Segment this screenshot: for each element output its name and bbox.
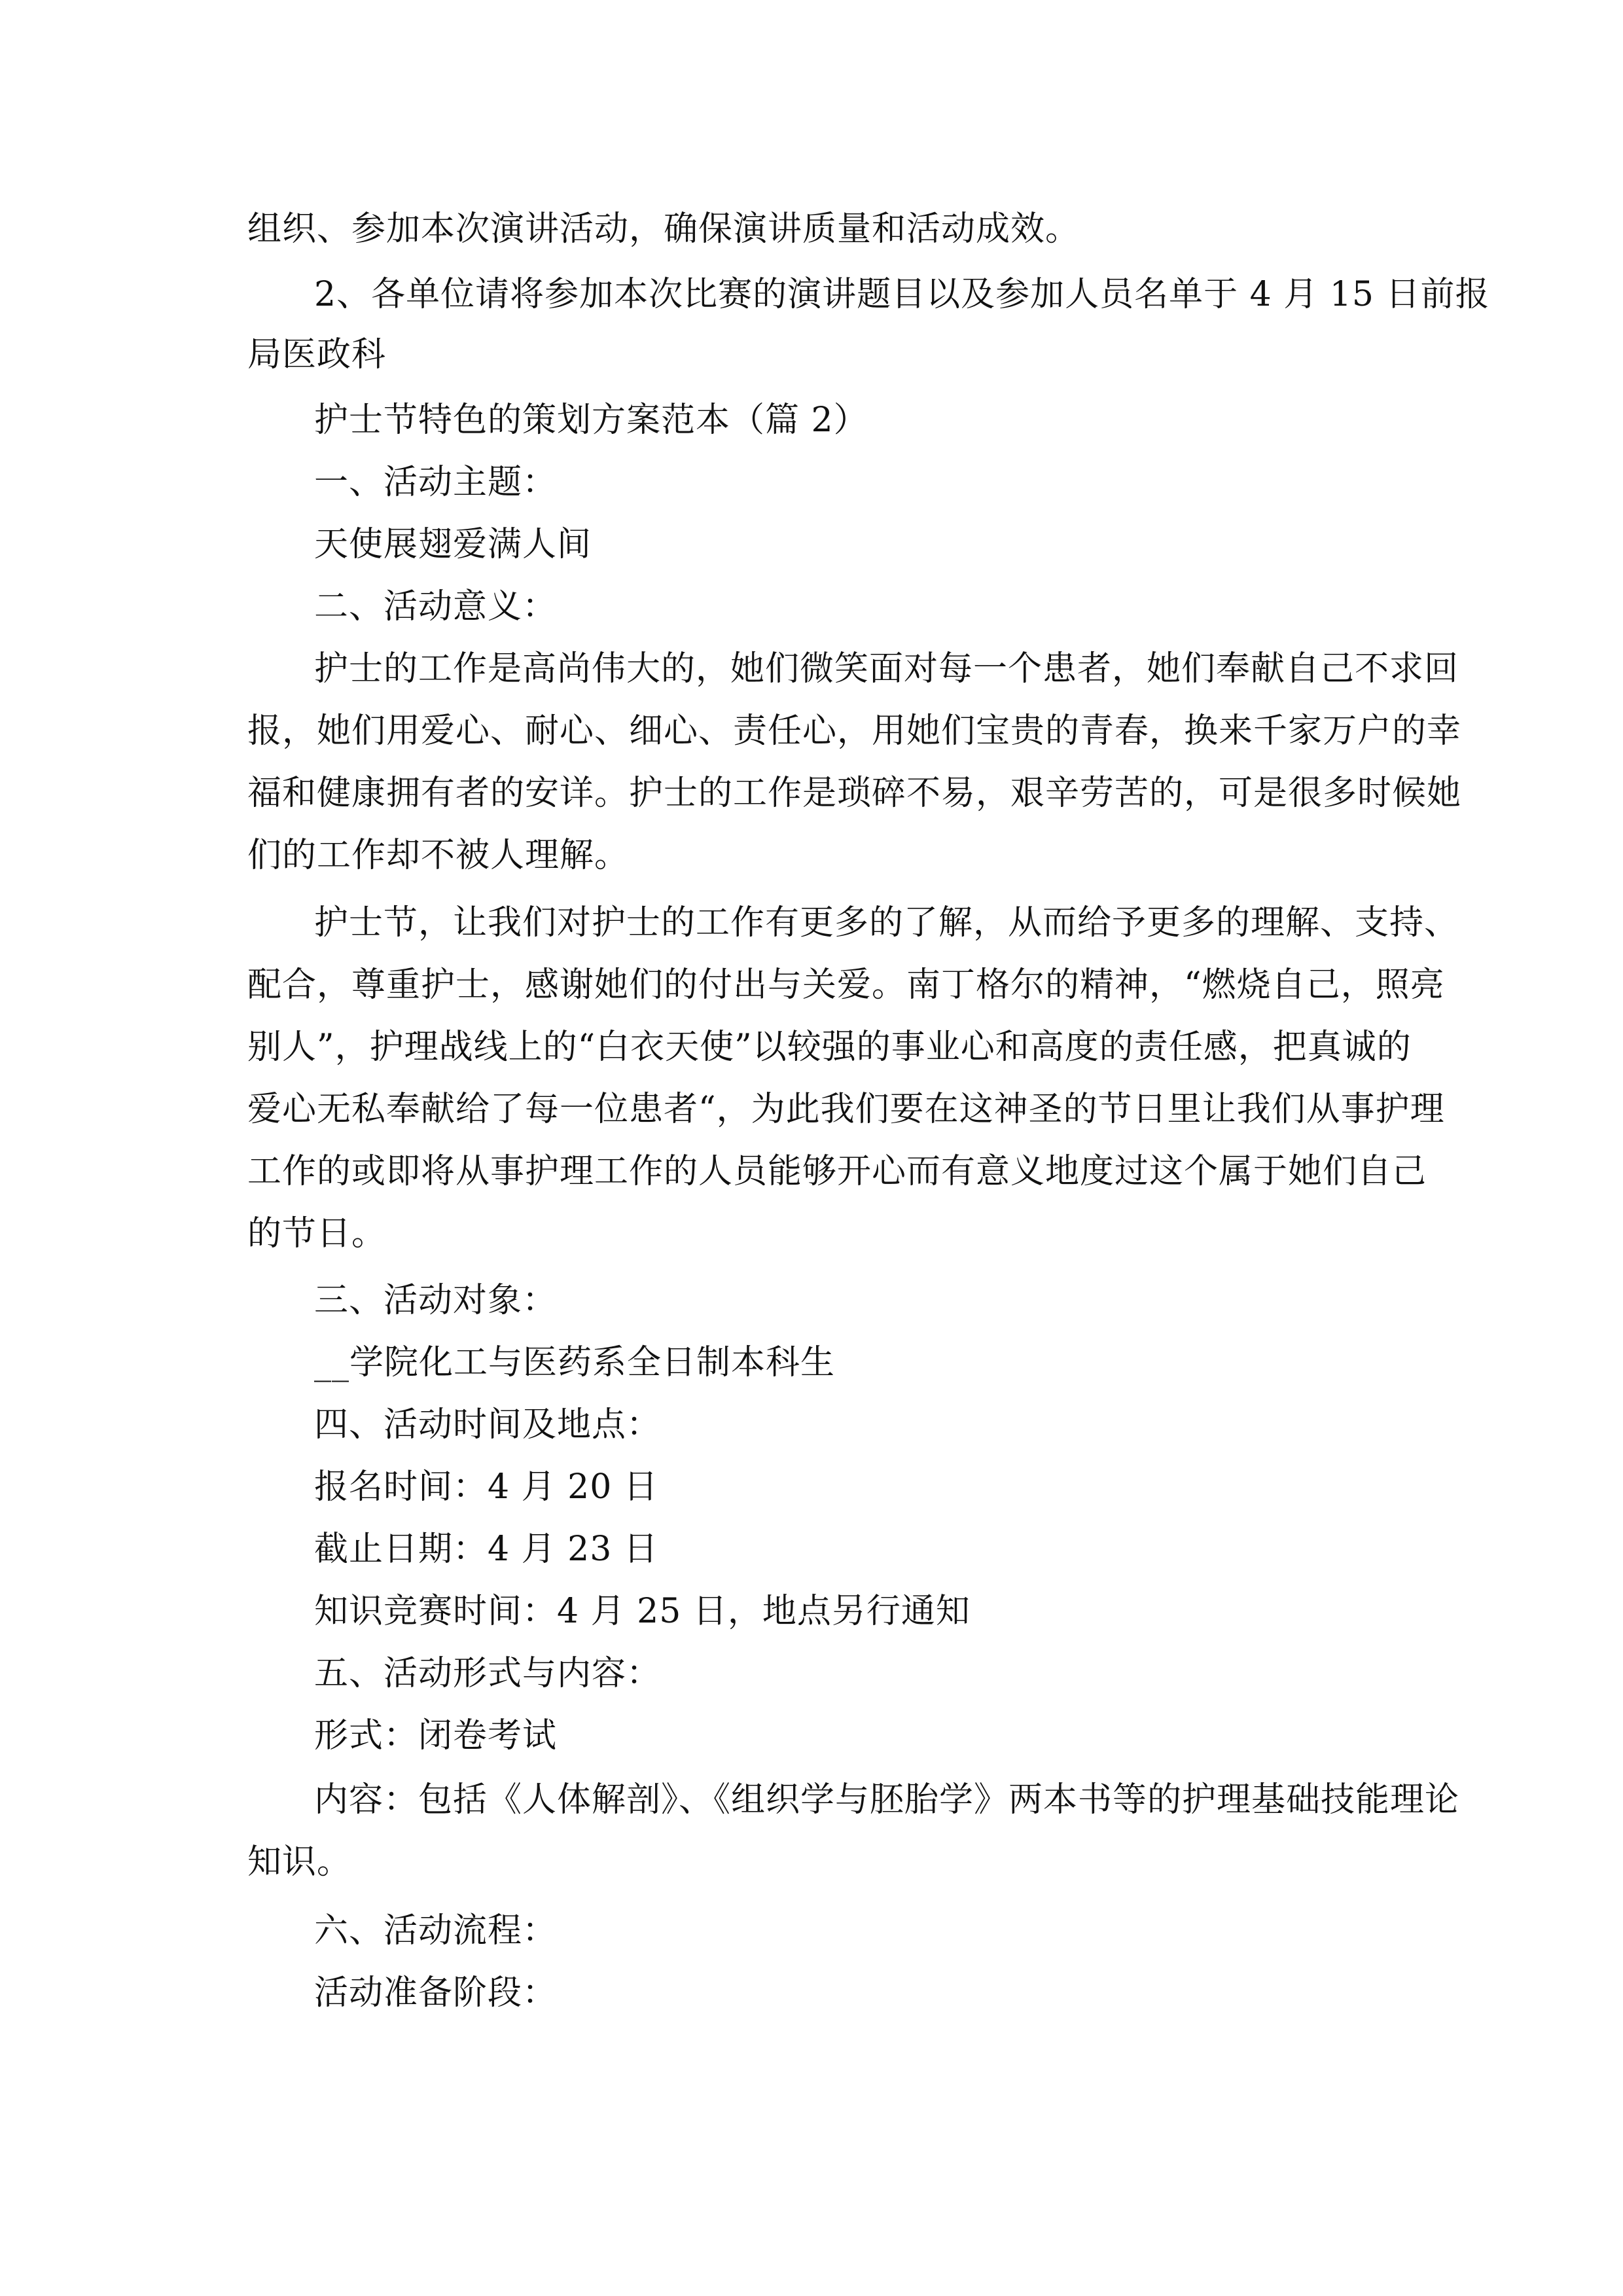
text-line: 爱心无私奉献给了每一位患者“，为此我们要在这神圣的节日里让我们从事护理 [247, 1090, 1445, 1129]
text-line: 组织、参加本次演讲活动，确保演讲质量和活动成效。 [247, 209, 1080, 249]
heading-theme: 一、活动主题： [314, 463, 558, 502]
text-line: 活动准备阶段： [314, 1973, 558, 2013]
text-line: 内容：包括《人体解剖》、《组织学与胚胎学》两本书等的护理基础技能理论 [314, 1780, 1460, 1820]
text-line: 工作的或即将从事护理工作的人员能够开心而有意义地度过这个属于她们自己 [247, 1152, 1427, 1191]
heading-process: 六、活动流程： [314, 1911, 558, 1950]
heading-format: 五、活动形式与内容： [314, 1654, 662, 1693]
text-line: 形式：闭卷考试 [314, 1716, 558, 1755]
heading-audience: 三、活动对象： [314, 1281, 558, 1320]
text-line: 截止日期：4 月 23 日 [314, 1530, 658, 1569]
section-title: 护士节特色的策划方案范本（篇 2） [314, 401, 868, 440]
text-line: 配合，尊重护士，感谢她们的付出与关爱。南丁格尔的精神，“燃烧自己，照亮 [247, 965, 1445, 1005]
text-line: 别人”，护理战线上的“白衣天使”以较强的事业心和高度的责任感，把真诚的 [247, 1028, 1412, 1067]
heading-significance: 二、活动意义： [314, 587, 558, 626]
text-line: 知识竞赛时间：4 月 25 日，地点另行通知 [314, 1592, 971, 1631]
heading-time-place: 四、活动时间及地点： [314, 1405, 662, 1444]
text-line: 们的工作却不被人理解。 [247, 836, 630, 875]
text-line: 护士节，让我们对护士的工作有更多的了解，从而给予更多的理解、支持、 [314, 903, 1459, 942]
text-line: 报，她们用爱心、耐心、细心、责任心，用她们宝贵的青春，换来千家万户的幸 [247, 711, 1462, 751]
text-line: 的节日。 [247, 1214, 387, 1253]
text-line: 知识。 [247, 1842, 352, 1882]
text-line: 局医政科 [247, 335, 387, 374]
text-line: 2、各单位请将参加本次比赛的演讲题目以及参加人员名单于 4 月 15 日前报 [314, 275, 1490, 314]
text-line: 福和健康拥有者的安详。护士的工作是琐碎不易，艰辛劳苦的，可是很多时候她 [247, 774, 1462, 813]
text-line: 报名时间：4 月 20 日 [314, 1467, 658, 1507]
text-line: __学院化工与医药系全日制本科生 [314, 1343, 836, 1382]
text-line: 天使展翅爱满人间 [314, 525, 592, 564]
text-line: 护士的工作是高尚伟大的，她们微笑面对每一个患者，她们奉献自己不求回 [314, 649, 1459, 689]
